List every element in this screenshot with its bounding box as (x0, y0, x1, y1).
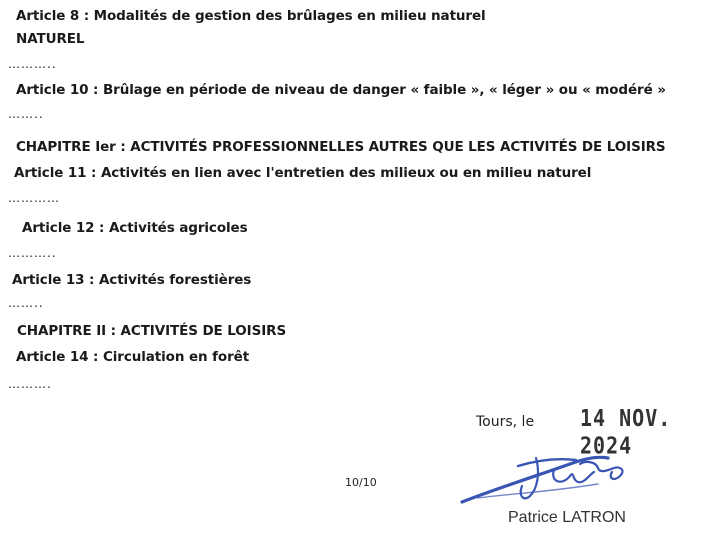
page-number: 10/10 (345, 476, 377, 489)
naturel-heading: NATUREL (16, 31, 85, 47)
place-label: Tours, le (476, 414, 535, 430)
article-13-heading: Article 13 : Activités forestières (12, 272, 252, 288)
article-11-heading: Article 11 : Activités en lien avec l'entretien des milieux ou en milieu naturel (14, 165, 592, 181)
ellipsis-placeholder: ……….. (8, 57, 57, 71)
article-8-heading: Article 8 : Modalités de gestion des brûlages en milieu naturel (16, 8, 486, 24)
ellipsis-placeholder: ………… (8, 191, 60, 205)
article-10-heading: Article 10 : Brûlage en période de niveau de danger « faible », « léger » ou « modéré » (16, 82, 666, 98)
ellipsis-placeholder: ………. (8, 377, 52, 391)
ellipsis-placeholder: …….. (8, 296, 44, 310)
signer-name: Patrice LATRON (508, 509, 626, 526)
date-stamp: 14 NOV. 2024 (580, 404, 672, 460)
chapitre-2-heading: CHAPITRE II : ACTIVITÉS DE LOISIRS (17, 323, 287, 339)
handwritten-signature (458, 436, 648, 511)
ellipsis-placeholder: ……….. (8, 246, 57, 260)
article-12-heading: Article 12 : Activités agricoles (22, 220, 248, 236)
chapitre-1-heading: CHAPITRE Ier : ACTIVITÉS PROFESSIONNELLES AUTRES QUE LES ACTIVITÉS DE LOISIRS (16, 139, 666, 155)
article-14-heading: Article 14 : Circulation en forêt (16, 349, 250, 365)
ellipsis-placeholder: …….. (8, 107, 44, 121)
